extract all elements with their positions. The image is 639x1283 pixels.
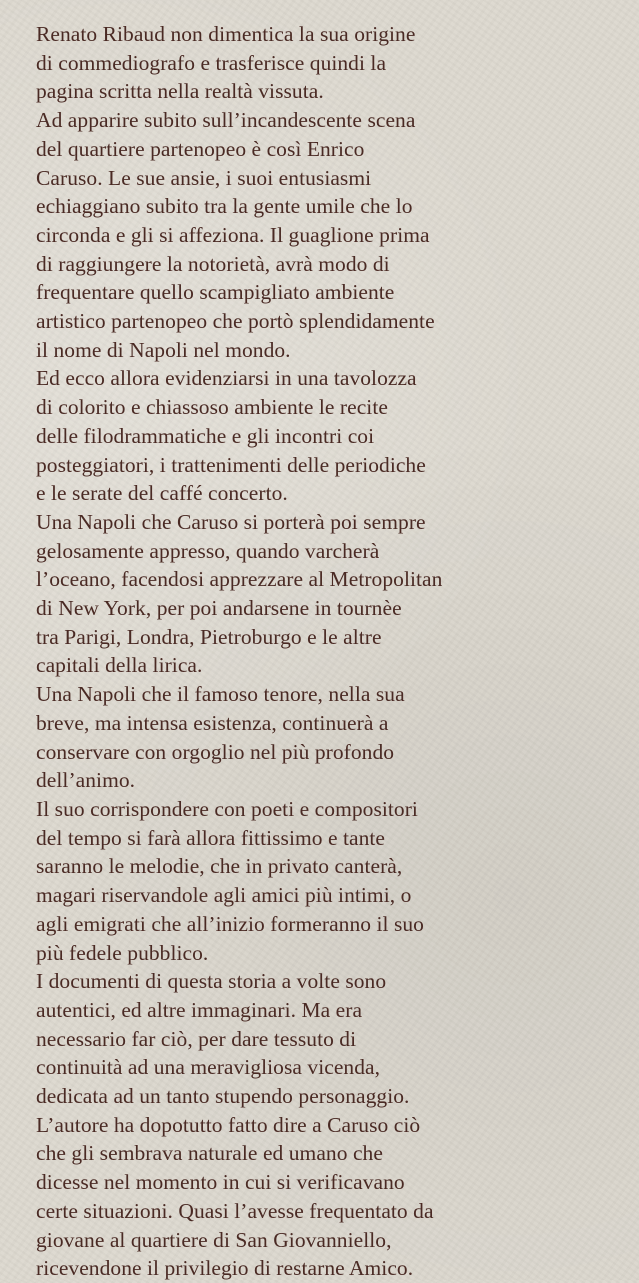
text-line: L’autore ha dopotutto fatto dire a Caruso ciò [36,1112,421,1137]
body-text [36,20,636,1283]
text-line: magari riservandole agli amici più intimi, o [36,883,412,908]
text-line: gelosamente appresso, quando varcherà [36,538,380,563]
text-line: delle filodrammatiche e gli incontri coi [36,423,375,448]
text-line: Il suo corrispondere con poeti e compositori [36,796,418,821]
paragraph [36,795,636,967]
text-line: frequentare quello scampigliato ambiente [36,280,395,305]
paragraph [36,20,636,106]
paragraph [36,967,636,1283]
text-line: di New York, per poi andarsene in tournèe [36,596,402,621]
text-line: del quartiere partenopeo è così Enrico [36,136,365,161]
text-line: il nome di Napoli nel mondo. [36,337,291,362]
text-line: Ad apparire subito sull’incandescente scena [36,108,416,133]
text-line: di colorito e chiassoso ambiente le recite [36,395,388,420]
text-line: circonda e gli si affeziona. Il guaglione prima [36,222,430,247]
text-line: che gli sembrava naturale ed umano che [36,1141,383,1166]
text-line: l’oceano, facendosi apprezzare al Metropolitan [36,567,443,592]
text-line: posteggiatori, i trattenimenti delle periodiche [36,452,426,477]
text-line: capitali della lirica. [36,653,203,678]
text-line: agli emigrati che all’inizio formeranno il suo [36,911,424,936]
text-line: Renato Ribaud non dimentica la sua origine [36,22,416,46]
text-line: artistico partenopeo che portò splendidamente [36,309,435,334]
text-line: Caruso. Le sue ansie, i suoi entusiasmi [36,165,372,190]
text-line: dedicata ad un tanto stupendo personaggio. [36,1084,410,1109]
paragraph [36,364,636,508]
text-line: e le serate del caffé concerto. [36,481,288,506]
paragraph [36,680,636,795]
text-line: Ed ecco allora evidenziarsi in una tavolozza [36,366,417,391]
text-line: breve, ma intensa esistenza, continuerà a [36,710,389,735]
text-line: Una Napoli che Caruso si porterà poi sempre [36,509,426,534]
text-line: saranno le melodie, che in privato canterà, [36,854,403,879]
text-line: continuità ad una meravigliosa vicenda, [36,1055,381,1080]
text-line: di raggiungere la notorietà, avrà modo di [36,251,390,276]
text-line: echiaggiano subito tra la gente umile che lo [36,194,413,219]
text-line: ricevendone il privilegio di restarne Amico. [36,1256,414,1281]
text-line: pagina scritta nella realtà vissuta. [36,79,324,104]
paragraph [36,106,636,364]
text-line: I documenti di questa storia a volte sono [36,969,387,994]
text-line: più fedele pubblico. [36,940,209,965]
text-line: di commediografo e trasferisce quindi la [36,50,387,75]
text-line: dicesse nel momento in cui si verificavano [36,1170,405,1195]
text-line: necessario far ciò, per dare tessuto di [36,1026,357,1051]
text-line: autentici, ed altre immaginari. Ma era [36,997,363,1022]
text-line: certe situazioni. Quasi l’avesse frequentato da [36,1198,434,1223]
text-line: del tempo si farà allora fittissimo e tante [36,825,386,850]
text-line: dell’animo. [36,768,136,793]
text-line: giovane al quartiere di San Giovanniello, [36,1227,392,1252]
text-line: conservare con orgoglio nel più profondo [36,739,395,764]
paragraph [36,508,636,680]
text-line: tra Parigi, Londra, Pietroburgo e le altre [36,624,382,649]
text-line: Una Napoli che il famoso tenore, nella sua [36,682,405,707]
